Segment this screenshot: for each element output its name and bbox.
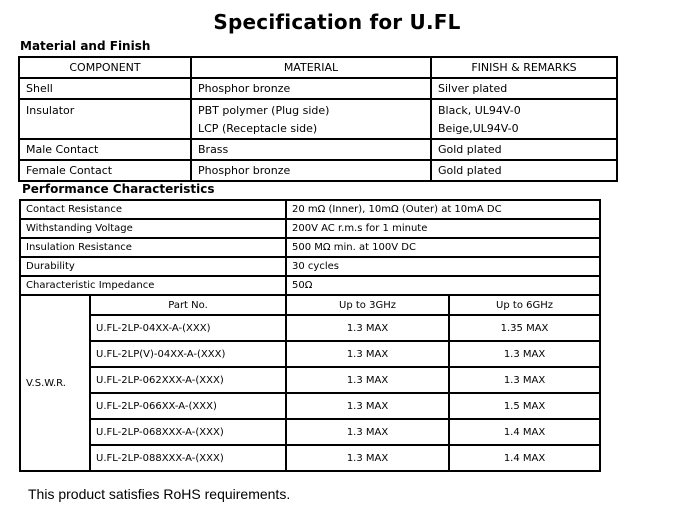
material-table: [18, 56, 618, 182]
component-cell: Shell: [19, 78, 191, 99]
rohs-statement: This product satisfies RoHS requirements.: [28, 486, 291, 502]
material-header-row: [19, 57, 617, 78]
column-header: Up to 6GHz: [449, 295, 600, 315]
column-header: FINISH & REMARKS: [431, 57, 617, 78]
finish-cell: Gold plated: [431, 139, 617, 160]
column-header: Up to 3GHz: [286, 295, 449, 315]
table-row: [19, 78, 617, 99]
table-row: [20, 219, 600, 238]
vswr-6ghz-cell: 1.4 MAX: [449, 445, 600, 471]
characteristic-cell: Durability: [20, 257, 286, 276]
table-row: [20, 276, 600, 295]
performance-section-label: Performance Characteristics: [22, 182, 215, 196]
component-cell: Female Contact: [19, 160, 191, 181]
material-cell: [191, 99, 431, 139]
value-cell: 500 MΩ min. at 100V DC: [286, 238, 600, 257]
vswr-row: [20, 445, 600, 471]
characteristic-cell: Withstanding Voltage: [20, 219, 286, 238]
column-header: Part No.: [90, 295, 286, 315]
table-row: [20, 238, 600, 257]
table-row: [20, 200, 600, 219]
vswr-row: [20, 393, 600, 419]
value-cell: 50Ω: [286, 276, 600, 295]
table-row: [20, 257, 600, 276]
vswr-3ghz-cell: 1.3 MAX: [286, 315, 449, 341]
vswr-6ghz-cell: 1.35 MAX: [449, 315, 600, 341]
vswr-row: [20, 419, 600, 445]
finish-cell: Silver plated: [431, 78, 617, 99]
column-header: COMPONENT: [19, 57, 191, 78]
material-cell: Phosphor bronze: [191, 160, 431, 181]
vswr-6ghz-cell: 1.3 MAX: [449, 341, 600, 367]
material-cell: Phosphor bronze: [191, 78, 431, 99]
vswr-header-row: [20, 295, 600, 315]
table-row: [19, 99, 617, 139]
vswr-3ghz-cell: 1.3 MAX: [286, 445, 449, 471]
table-row: [19, 160, 617, 181]
characteristic-cell: Insulation Resistance: [20, 238, 286, 257]
table-row: [19, 139, 617, 160]
column-header: MATERIAL: [191, 57, 431, 78]
material-section-label: Material and Finish: [20, 39, 151, 53]
vswr-6ghz-cell: 1.3 MAX: [449, 367, 600, 393]
part-number-cell: U.FL-2LP-066XX-A-(XXX): [90, 393, 286, 419]
material-line: PBT polymer (Plug side): [198, 104, 330, 117]
component-cell: Male Contact: [19, 139, 191, 160]
part-number-cell: U.FL-2LP-068XXX-A-(XXX): [90, 419, 286, 445]
part-number-cell: U.FL-2LP(V)-04XX-A-(XXX): [90, 341, 286, 367]
vswr-6ghz-cell: 1.5 MAX: [449, 393, 600, 419]
characteristic-cell: Contact Resistance: [20, 200, 286, 219]
finish-cell: Gold plated: [431, 160, 617, 181]
vswr-6ghz-cell: 1.4 MAX: [449, 419, 600, 445]
finish-cell: [431, 99, 617, 139]
vswr-label: V.S.W.R.: [20, 295, 90, 471]
value-cell: 30 cycles: [286, 257, 600, 276]
vswr-row: [20, 315, 600, 341]
vswr-row: [20, 367, 600, 393]
material-cell: Brass: [191, 139, 431, 160]
material-line: LCP (Receptacle side): [198, 122, 318, 135]
finish-line: Black, UL94V-0: [438, 104, 521, 117]
finish-line: Beige,UL94V-0: [438, 122, 519, 135]
vswr-3ghz-cell: 1.3 MAX: [286, 419, 449, 445]
part-number-cell: U.FL-2LP-088XXX-A-(XXX): [90, 445, 286, 471]
vswr-3ghz-cell: 1.3 MAX: [286, 393, 449, 419]
vswr-3ghz-cell: 1.3 MAX: [286, 367, 449, 393]
vswr-row: [20, 341, 600, 367]
part-number-cell: U.FL-2LP-04XX-A-(XXX): [90, 315, 286, 341]
component-cell: Insulator: [19, 99, 191, 139]
part-number-cell: U.FL-2LP-062XXX-A-(XXX): [90, 367, 286, 393]
value-cell: 200V AC r.m.s for 1 minute: [286, 219, 600, 238]
value-cell: 20 mΩ (Inner), 10mΩ (Outer) at 10mA DC: [286, 200, 600, 219]
page-title: Specification for U.FL: [213, 10, 461, 34]
vswr-3ghz-cell: 1.3 MAX: [286, 341, 449, 367]
performance-table: [19, 199, 601, 472]
characteristic-cell: Characteristic Impedance: [20, 276, 286, 295]
